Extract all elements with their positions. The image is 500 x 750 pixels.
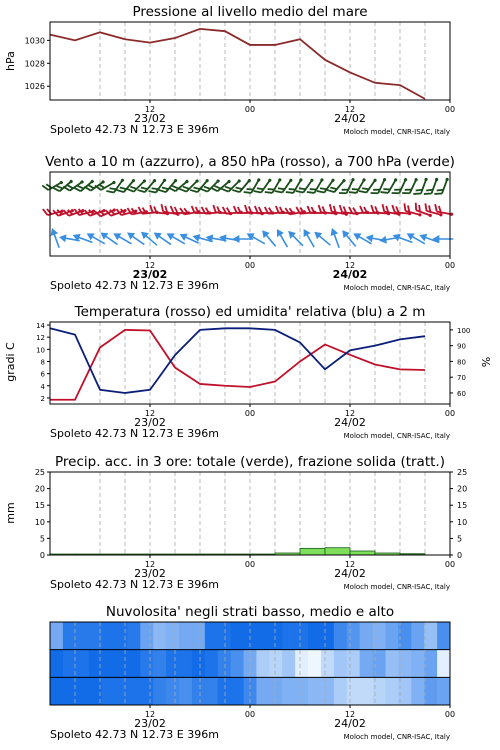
wind-barb-700	[349, 175, 366, 196]
arrow-head	[232, 235, 239, 243]
cloud-cell-medio	[282, 650, 295, 678]
barb-feather	[424, 203, 429, 211]
barb-shaft	[261, 180, 270, 192]
barb-feather	[171, 206, 174, 213]
cloud-cell-alto	[102, 622, 115, 650]
cloud-cell-basso	[256, 677, 269, 705]
cloud-cover-chart	[50, 604, 455, 741]
x-tick-label: 12	[144, 105, 156, 114]
wind-arrow-10m	[312, 229, 333, 249]
date-label: 24/02	[334, 112, 366, 125]
cloud-cell-medio	[321, 650, 334, 678]
date-label: 23/02	[134, 717, 166, 730]
wind-arrow-10m	[285, 228, 306, 249]
date-label: 23/02	[134, 416, 166, 429]
barb-feather	[413, 203, 418, 211]
cloud-cell-medio	[437, 650, 450, 678]
barb-head	[418, 213, 422, 217]
y-tick-label-right: 0	[457, 551, 463, 560]
arrow-head	[58, 233, 66, 242]
barb-feather	[307, 189, 315, 195]
barb-feather	[371, 205, 375, 212]
cloud-cell-medio	[179, 650, 192, 678]
model-credit: Moloch model, CNR-ISAC, Italy	[343, 284, 450, 292]
barb-shaft	[421, 179, 426, 193]
barb-shaft	[366, 180, 375, 192]
barb-feather	[434, 204, 438, 211]
model-credit: Moloch model, CNR-ISAC, Italy	[343, 128, 450, 136]
wind-barb-700	[244, 175, 261, 196]
chart-title: Precip. acc. in 3 ore: totale (verde), frazione solida (tratt.)	[55, 454, 445, 470]
y-tick-label: 8	[40, 358, 45, 367]
x-tick-label: 12	[344, 710, 356, 719]
precip-bar	[300, 548, 325, 555]
barb-feather	[276, 206, 279, 213]
cloud-cell-basso	[102, 677, 115, 705]
barb-feather	[265, 189, 273, 195]
arrow-head	[151, 229, 161, 240]
y-tick-label: 2	[40, 394, 45, 403]
cloud-cell-basso	[373, 677, 386, 705]
y-tick-label-right: 15	[457, 501, 468, 511]
cloud-cell-alto	[218, 622, 231, 650]
date-label: 24/02	[332, 268, 368, 281]
barb-feather	[160, 204, 164, 211]
date-label: 23/02	[134, 112, 166, 125]
cloud-cell-alto	[411, 622, 424, 650]
date-label: 24/02	[334, 717, 366, 730]
wind-barb-700	[286, 175, 303, 196]
cloud-cell-basso	[50, 677, 63, 705]
wind-arrow-10m	[125, 229, 147, 248]
cloud-cell-medio	[127, 650, 140, 678]
cloud-cell-medio	[256, 650, 269, 678]
pressure-chart	[4, 4, 455, 136]
arrow-head	[178, 231, 188, 241]
wind-barb-700	[265, 175, 282, 196]
x-tick-label: 12	[344, 105, 356, 114]
cloud-cell-alto	[360, 622, 373, 650]
barb-shaft	[410, 180, 416, 194]
x-tick-label: 00	[444, 710, 456, 719]
cloud-cell-alto	[334, 622, 347, 650]
x-tick-label: 00	[244, 560, 256, 569]
x-tick-label: 00	[244, 105, 256, 114]
cloud-cell-basso	[437, 677, 450, 705]
barb-shaft	[442, 179, 447, 193]
arrow-head	[391, 231, 400, 241]
cloud-cell-medio	[373, 650, 386, 678]
wind-barb-850	[64, 203, 85, 218]
cloud-cell-basso	[321, 677, 334, 705]
barb-feather	[318, 205, 322, 212]
cloud-cell-medio	[218, 650, 231, 678]
cloud-cell-alto	[308, 622, 321, 650]
cloud-cell-alto	[347, 622, 360, 650]
cloud-cell-alto	[50, 622, 63, 650]
model-credit: Moloch model, CNR-ISAC, Italy	[343, 583, 450, 591]
cloud-cell-medio	[308, 650, 321, 678]
cloud-cell-alto	[269, 622, 282, 650]
cloud-cell-basso	[140, 677, 153, 705]
cloud-cell-medio	[411, 650, 424, 678]
cloud-cell-medio	[385, 650, 398, 678]
cloud-cell-basso	[166, 677, 179, 705]
x-tick-label: 00	[244, 409, 256, 418]
barb-shaft	[378, 180, 384, 194]
wind-barb-700	[307, 175, 324, 196]
cloud-cell-alto	[76, 622, 89, 650]
cloud-cell-basso	[295, 677, 308, 705]
barb-feather	[286, 189, 294, 195]
pressure-line	[50, 29, 425, 99]
x-tick-label: 12	[144, 560, 156, 569]
x-tick-label: 12	[344, 409, 356, 418]
y-tick-label-right: 70	[457, 374, 466, 383]
cloud-cell-medio	[231, 650, 244, 678]
cloud-cell-basso	[385, 677, 398, 705]
wind-barb-700	[371, 175, 387, 196]
y-tick-label: 0	[39, 551, 45, 560]
cloud-cell-basso	[153, 677, 166, 705]
chart-title: Nuvolosita' negli strati basso, medio e alto	[105, 604, 395, 620]
barb-feather	[413, 191, 421, 196]
barb-feather	[392, 190, 400, 196]
barb-feather	[244, 205, 248, 212]
barb-feather	[307, 206, 310, 213]
cloud-cell-basso	[192, 677, 205, 705]
cloud-cell-medio	[115, 650, 128, 678]
cloud-cell-alto	[205, 622, 218, 650]
y-axis-label-right: %	[480, 356, 493, 368]
barb-feather	[381, 189, 389, 195]
y-tick-label-right: 10	[457, 517, 468, 527]
cloud-cell-alto	[424, 622, 437, 650]
y-tick-label: 4	[40, 382, 45, 391]
x-tick-label: 12	[144, 409, 156, 418]
cloud-cell-alto	[231, 622, 244, 650]
cloud-cell-basso	[347, 677, 360, 705]
cloud-cell-basso	[360, 677, 373, 705]
wind-chart	[42, 154, 455, 292]
cloud-cell-alto	[63, 622, 76, 650]
cloud-cell-alto	[192, 622, 205, 650]
date-label: 23/02	[132, 268, 168, 281]
y-tick-label: 10	[36, 346, 45, 355]
precip-bar	[350, 551, 375, 555]
model-credit: Moloch model, CNR-ISAC, Italy	[343, 733, 450, 741]
y-tick-label-right: 60	[457, 389, 466, 398]
cloud-cell-basso	[231, 677, 244, 705]
wind-barb-850	[328, 204, 349, 216]
y-tick-label-right: 5	[457, 534, 463, 544]
arrow-head	[111, 230, 121, 240]
y-tick-label: 12	[36, 334, 45, 343]
cloud-cell-alto	[385, 622, 398, 650]
cloud-cell-medio	[424, 650, 437, 678]
arrow-head	[218, 233, 226, 242]
x-tick-label: 12	[144, 261, 156, 270]
wind-barb-700	[339, 175, 355, 196]
y-tick-label: 10	[34, 517, 45, 527]
cloud-cell-medio	[205, 650, 218, 678]
x-tick-label: 00	[444, 560, 456, 569]
cloud-cell-basso	[269, 677, 282, 705]
cloud-cell-medio	[269, 650, 282, 678]
date-label: 23/02	[134, 567, 166, 580]
barb-shaft	[388, 180, 396, 193]
temperature-line	[50, 330, 425, 400]
cloud-cell-basso	[179, 677, 192, 705]
y-tick-label: 5	[39, 534, 45, 544]
barb-feather	[402, 190, 410, 196]
chart-title: Vento a 10 m (azzurro), a 850 hPa (rosso), a 700 hPa (verde)	[45, 154, 455, 170]
barb-feather	[360, 206, 363, 213]
wind-barb-850	[106, 203, 127, 218]
cloud-cell-basso	[282, 677, 295, 705]
cloud-cell-basso	[76, 677, 89, 705]
x-tick-label: 12	[344, 261, 356, 270]
cloud-cell-basso	[127, 677, 140, 705]
wind-arrow-10m	[339, 228, 359, 249]
wind-barb-850	[413, 203, 434, 218]
x-tick-label: 12	[344, 560, 356, 569]
barb-feather	[424, 191, 432, 196]
location-label: Spoleto 42.73 N 12.73 E 396m	[50, 578, 219, 591]
cloud-cell-alto	[166, 622, 179, 650]
barb-feather	[213, 205, 217, 212]
barb-feather	[381, 204, 385, 211]
x-tick-label: 00	[444, 261, 456, 270]
cloud-cell-basso	[411, 677, 424, 705]
arrow-head	[328, 227, 338, 236]
chart-title: Pressione al livello medio del mare	[132, 4, 368, 20]
arrow-head	[125, 229, 135, 240]
cloud-cell-basso	[424, 677, 437, 705]
barb-feather	[329, 204, 333, 211]
barb-shaft	[303, 180, 312, 192]
location-label: Spoleto 42.73 N 12.73 E 396m	[50, 123, 219, 136]
wind-arrow-10m	[259, 228, 279, 249]
y-tick-label: 15	[34, 501, 45, 511]
x-tick-label: 00	[444, 105, 456, 114]
cloud-cell-medio	[50, 650, 63, 678]
wind-barb-850	[160, 204, 181, 216]
chart-title: Temperatura (rosso) ed umidita' relativa (blu) a 2 m	[74, 304, 426, 320]
cloud-cell-medio	[360, 650, 373, 678]
wind-arrow-10m	[328, 227, 343, 249]
barb-feather	[234, 206, 237, 213]
cloud-cell-medio	[295, 650, 308, 678]
cloud-cell-medio	[334, 650, 347, 678]
wind-barb-700	[95, 176, 116, 193]
temperature-humidity-chart	[4, 304, 493, 440]
cloud-cell-alto	[127, 622, 140, 650]
y-tick-label-right: 100	[457, 326, 471, 335]
barb-shaft	[282, 180, 291, 192]
cloud-cell-medio	[63, 650, 76, 678]
cloud-cell-alto	[321, 622, 334, 650]
y-tick-label-right: 25	[457, 468, 468, 477]
y-tick-label-right: 20	[457, 484, 468, 494]
arrow-head	[405, 230, 415, 240]
cloud-cell-medio	[153, 650, 166, 678]
cloud-cell-alto	[437, 622, 450, 650]
y-tick-label: 14	[36, 322, 45, 331]
arrow-head	[85, 230, 95, 240]
x-tick-label: 12	[144, 710, 156, 719]
model-credit: Moloch model, CNR-ISAC, Italy	[343, 432, 450, 440]
cloud-cell-basso	[218, 677, 231, 705]
humidity-line	[50, 328, 425, 393]
wind-arrow-10m	[138, 229, 159, 249]
date-label: 24/02	[334, 416, 366, 429]
cloud-cell-alto	[282, 622, 295, 650]
date-label: 24/02	[334, 567, 366, 580]
cloud-cell-basso	[115, 677, 128, 705]
barb-feather	[339, 190, 347, 196]
barb-shaft	[431, 179, 436, 193]
barb-feather	[392, 205, 396, 212]
cloud-cell-alto	[373, 622, 386, 650]
barb-feather	[403, 203, 408, 211]
wind-barb-850	[381, 204, 402, 216]
cloud-cell-basso	[205, 677, 218, 705]
cloud-cell-alto	[179, 622, 192, 650]
wind-barb-850	[117, 204, 138, 217]
arrow-head	[300, 227, 310, 237]
cloud-cell-alto	[256, 622, 269, 650]
y-tick-label-right: 80	[457, 358, 466, 367]
cloud-cell-basso	[308, 677, 321, 705]
cloud-cell-medio	[192, 650, 205, 678]
y-tick-label: 1026	[24, 82, 45, 92]
barb-feather	[434, 191, 442, 196]
x-tick-label: 00	[244, 261, 256, 270]
y-tick-label: 1030	[24, 36, 45, 46]
x-tick-label: 00	[444, 409, 456, 418]
y-axis-label: hPa	[4, 51, 17, 71]
cloud-cell-alto	[140, 622, 153, 650]
y-tick-label: 1028	[24, 59, 45, 69]
y-axis-label: gradi C	[4, 342, 17, 382]
precip-bar	[325, 548, 350, 555]
barb-feather	[339, 205, 343, 212]
y-tick-label: 20	[34, 484, 45, 494]
y-tick-label-right: 90	[457, 342, 466, 351]
arrow-head	[165, 230, 175, 240]
cloud-cell-medio	[102, 650, 115, 678]
location-label: Spoleto 42.73 N 12.73 E 396m	[50, 279, 219, 292]
cloud-cell-basso	[334, 677, 347, 705]
barb-shaft	[240, 181, 250, 192]
barb-feather	[255, 206, 258, 213]
y-axis-label: mm	[4, 502, 17, 524]
barb-feather	[371, 190, 379, 196]
cloud-cell-medio	[166, 650, 179, 678]
y-tick-label: 25	[34, 468, 45, 477]
arrow-head	[274, 227, 284, 237]
location-label: Spoleto 42.73 N 12.73 E 396m	[50, 728, 219, 741]
cloud-cell-alto	[153, 622, 166, 650]
cloud-cell-alto	[295, 622, 308, 650]
cloud-cell-basso	[63, 677, 76, 705]
y-tick-label: 6	[40, 370, 45, 379]
cloud-cell-medio	[347, 650, 360, 678]
cloud-cell-medio	[76, 650, 89, 678]
cloud-cell-medio	[140, 650, 153, 678]
arrow-head	[351, 230, 361, 240]
location-label: Spoleto 42.73 N 12.73 E 396m	[50, 427, 219, 440]
cloud-cell-alto	[115, 622, 128, 650]
precipitation-chart	[4, 454, 467, 591]
x-tick-label: 00	[244, 710, 256, 719]
